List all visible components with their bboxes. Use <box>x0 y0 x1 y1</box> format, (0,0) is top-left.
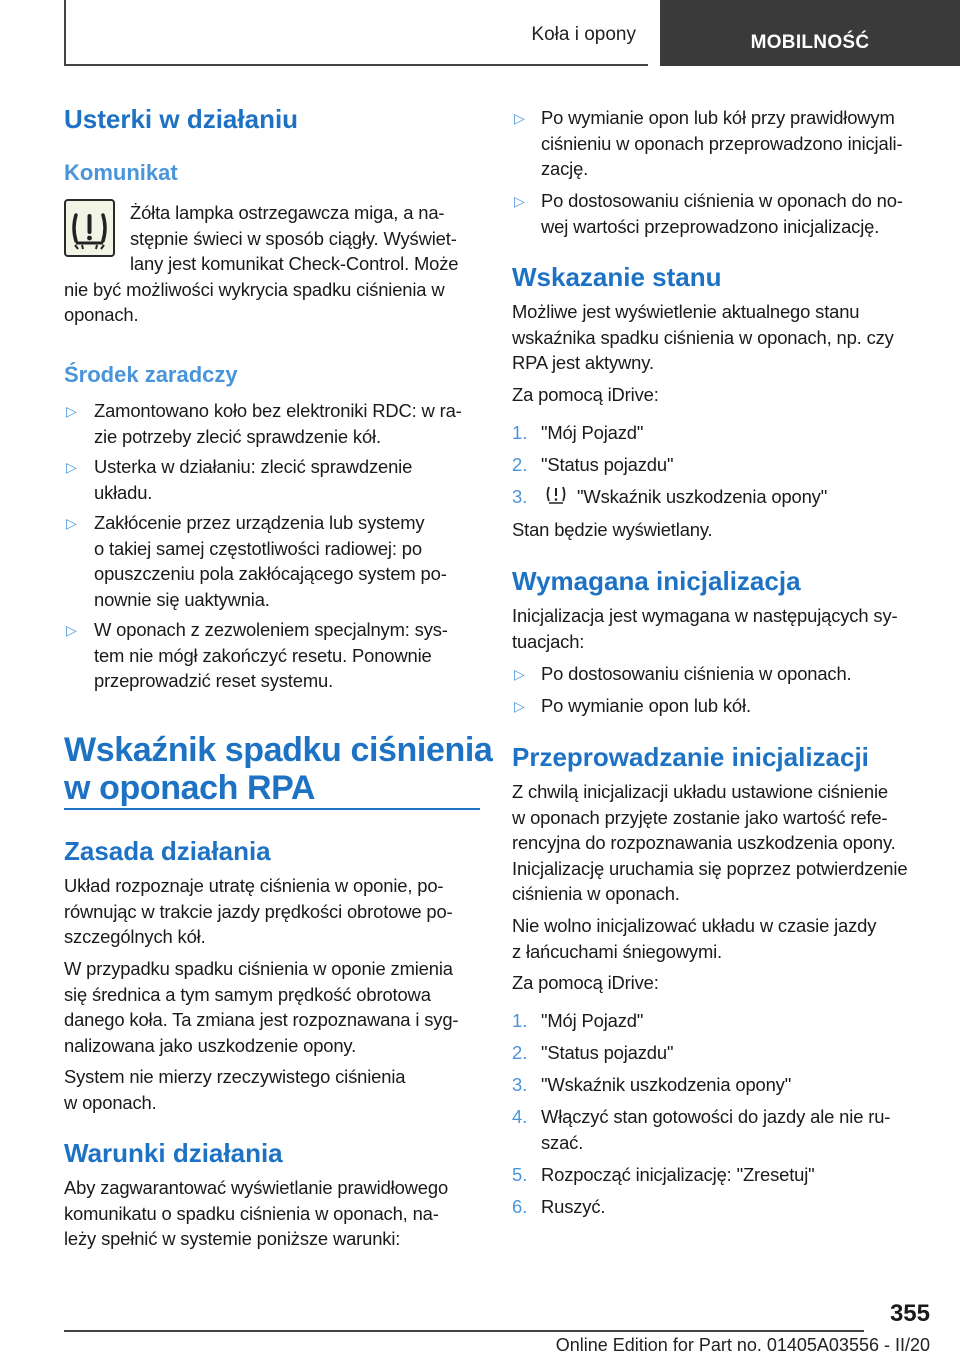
srodek-item-2-line-1: Usterka w działaniu: zlecić sprawdzenie <box>94 456 413 477</box>
srodek-item-3-line-2: o takiej samej częstotliwości radiowej: po <box>94 537 422 559</box>
stan-step-3: "Wskaźnik uszkodzenia opony" <box>577 486 828 507</box>
bullet-triangle-icon: ▷ <box>66 515 77 531</box>
top-item-2-line-1: Po dostosowaniu ciśnienia w oponach do no- <box>541 190 903 211</box>
stan-line-1: Możliwe jest wyświetlenie aktualnego stanu <box>512 301 860 322</box>
heading-wskazanie-stanu: Wskazanie stanu <box>512 262 722 292</box>
heading-rpa-line-2: w oponach RPA <box>64 769 316 807</box>
komunikat-line-5: oponach. <box>64 304 139 325</box>
header-bottom-rule <box>64 64 648 66</box>
przep-p1-line-3: rencyjna do rozpoznawania uszkodzenia opony. <box>512 832 896 853</box>
top-item-2-line-2: wej wartości przeprowadzono inicjalizację. <box>541 215 880 237</box>
zasada-p3-line-1: System nie mierzy rzeczywistego ciśnienia <box>64 1066 406 1087</box>
step-number: 3. <box>512 486 528 507</box>
zasada-p2-line-4: nalizowana jako uszkodzenie opony. <box>64 1034 357 1056</box>
step-number: 2. <box>512 1042 528 1063</box>
przep-p2-line-2: z łańcuchami śniegowymi. <box>512 940 723 962</box>
heading-komunikat: Komunikat <box>64 160 178 185</box>
footer-rule <box>64 1330 864 1332</box>
header-chapter-tab: MOBILNOŚĆ <box>660 0 960 66</box>
wymagana-line-1: Inicjalizacja jest wymagana w następujących sy- <box>512 605 898 626</box>
srodek-item-3-line-3: opuszczeniu pola zakłócającego system po- <box>94 563 447 584</box>
przep-p1-line-4: Inicjalizację uruchamia się poprzez potwierdzenie <box>512 857 908 879</box>
srodek-item-4-line-1: W oponach z zezwoleniem specjalnym: sys- <box>94 619 448 640</box>
srodek-item-2-line-2: układu. <box>94 481 153 503</box>
bullet-triangle-icon: ▷ <box>514 110 525 126</box>
zasada-p1-line-3: szczególnych kół. <box>64 926 206 947</box>
przep-step-6: Ruszyć. <box>541 1196 606 1217</box>
przep-step-1: "Mój Pojazd" <box>541 1010 644 1031</box>
zasada-p2-line-1: W przypadku spadku ciśnienia w oponie zmienia <box>64 958 453 979</box>
bullet-triangle-icon: ▷ <box>66 459 77 475</box>
stan-after: Stan będzie wyświetlany. <box>512 519 713 540</box>
top-item-1-line-3: zację. <box>541 158 589 179</box>
srodek-item-4-line-3: przeprowadzić reset systemu. <box>94 670 334 691</box>
wymagana-line-2: tuacjach: <box>512 630 585 652</box>
bullet-triangle-icon: ▷ <box>514 666 525 682</box>
heading-zasada-dzialania: Zasada działania <box>64 836 271 866</box>
warunki-line-3: leży spełnić w systemie poniższe warunki: <box>64 1228 401 1249</box>
idrive-label-2: Za pomocą iDrive: <box>512 972 659 993</box>
bullet-triangle-icon: ▷ <box>66 622 77 638</box>
heading-warunki-dzialania: Warunki działania <box>64 1138 283 1168</box>
heading-usterki: Usterki w działaniu <box>64 104 299 134</box>
przep-step-2: "Status pojazdu" <box>541 1042 674 1063</box>
komunikat-line-1: Żółta lampka ostrzegawcza miga, a na- <box>130 202 445 223</box>
step-number: 5. <box>512 1164 528 1185</box>
zasada-p2-line-3: danego koła. Ta zmiana jest rozpoznawana i syg- <box>64 1009 459 1030</box>
srodek-item-1-line-1: Zamontowano koło bez elektroniki RDC: w ra- <box>94 400 462 421</box>
bullet-triangle-icon: ▷ <box>514 193 525 209</box>
step-number: 1. <box>512 422 528 443</box>
stan-line-2: wskaźnika spadku ciśnienia w oponach, np. czy <box>512 326 894 348</box>
srodek-item-1-line-2: zie potrzeby zlecić sprawdzenie kół. <box>94 425 381 447</box>
footer-edition: Online Edition for Part no. 01405A03556 - II/20 <box>555 1335 930 1355</box>
step-number: 6. <box>512 1196 528 1217</box>
przep-p1-line-5: ciśnienia w oponach. <box>512 883 680 904</box>
top-item-1-line-1: Po wymianie opon lub kół przy prawidłowym <box>541 107 895 128</box>
srodek-item-3-line-4: nownie się uaktywnia. <box>94 588 270 610</box>
komunikat-line-3: lany jest komunikat Check-Control. Może <box>130 253 459 274</box>
przep-step-4-line-2: szać. <box>541 1131 584 1153</box>
stan-step-1: "Mój Pojazd" <box>541 422 644 443</box>
heading-srodek-zaradczy: Środek zaradczy <box>64 362 238 387</box>
przep-step-5: Rozpocząć inicjalizację: "Zresetuj" <box>541 1164 815 1185</box>
page-number: 355 <box>889 1300 930 1327</box>
step-number: 3. <box>512 1074 528 1095</box>
przep-p2-line-1: Nie wolno inicjalizować układu w czasie jazdy <box>512 915 877 936</box>
przep-p1-line-2: w oponach przyjęte zostanie jako wartość refe- <box>512 806 888 828</box>
srodek-item-3-line-1: Zakłócenie przez urządzenia lub systemy <box>94 512 425 533</box>
heading-rule <box>64 808 480 810</box>
header-section-title: Koła i opony <box>531 24 636 45</box>
stan-line-3: RPA jest aktywny. <box>512 352 654 373</box>
idrive-label-1: Za pomocą iDrive: <box>512 384 659 405</box>
warunki-line-1: Aby zagwarantować wyświetlanie prawidłowego <box>64 1177 449 1198</box>
wymagana-item-2: Po wymianie opon lub kół. <box>541 695 751 716</box>
przep-step-3: "Wskaźnik uszkodzenia opony" <box>541 1074 792 1095</box>
heading-rpa-line-1: Wskaźnik spadku ciśnienia <box>64 731 493 769</box>
komunikat-line-4: nie być możliwości wykrycia spadku ciśnienia w <box>64 278 445 300</box>
przep-step-4-line-1: Włączyć stan gotowości do jazdy ale nie ru- <box>541 1106 891 1127</box>
zasada-p2-line-2: się średnica a tym samym prędkość obrotowa <box>64 983 431 1005</box>
przep-p1-line-1: Z chwilą inicjalizacji układu ustawione ciśnienie <box>512 781 888 802</box>
srodek-item-4-line-2: tem nie mógł zakończyć resetu. Ponownie <box>94 644 432 666</box>
warunki-line-2: komunikatu o spadku ciśnienia w oponach, na- <box>64 1202 439 1224</box>
tire-pressure-warning-icon <box>64 199 115 257</box>
step-number: 4. <box>512 1106 528 1127</box>
step-number: 1. <box>512 1010 528 1031</box>
stan-step-2: "Status pojazdu" <box>541 454 674 475</box>
step-number: 2. <box>512 454 528 475</box>
zasada-p3-line-2: w oponach. <box>64 1091 157 1113</box>
bullet-triangle-icon: ▷ <box>66 403 77 419</box>
zasada-p1-line-2: równując w trakcie jazdy prędkości obrotowe po- <box>64 900 453 922</box>
heading-przeprowadzanie-inicjalizacji: Przeprowadzanie inicjalizacji <box>512 742 869 772</box>
komunikat-line-2: stępnie świeci w sposób ciągły. Wyświet- <box>130 227 457 249</box>
tire-warning-small-icon <box>544 484 568 506</box>
wymagana-item-1: Po dostosowaniu ciśnienia w oponach. <box>541 663 852 684</box>
zasada-p1-line-1: Układ rozpoznaje utratę ciśnienia w oponie, po- <box>64 875 444 896</box>
heading-wymagana-inicjalizacja: Wymagana inicjalizacja <box>512 566 801 596</box>
top-item-1-line-2: ciśnieniu w oponach przeprowadzono inicjali- <box>541 132 903 154</box>
bullet-triangle-icon: ▷ <box>514 698 525 714</box>
